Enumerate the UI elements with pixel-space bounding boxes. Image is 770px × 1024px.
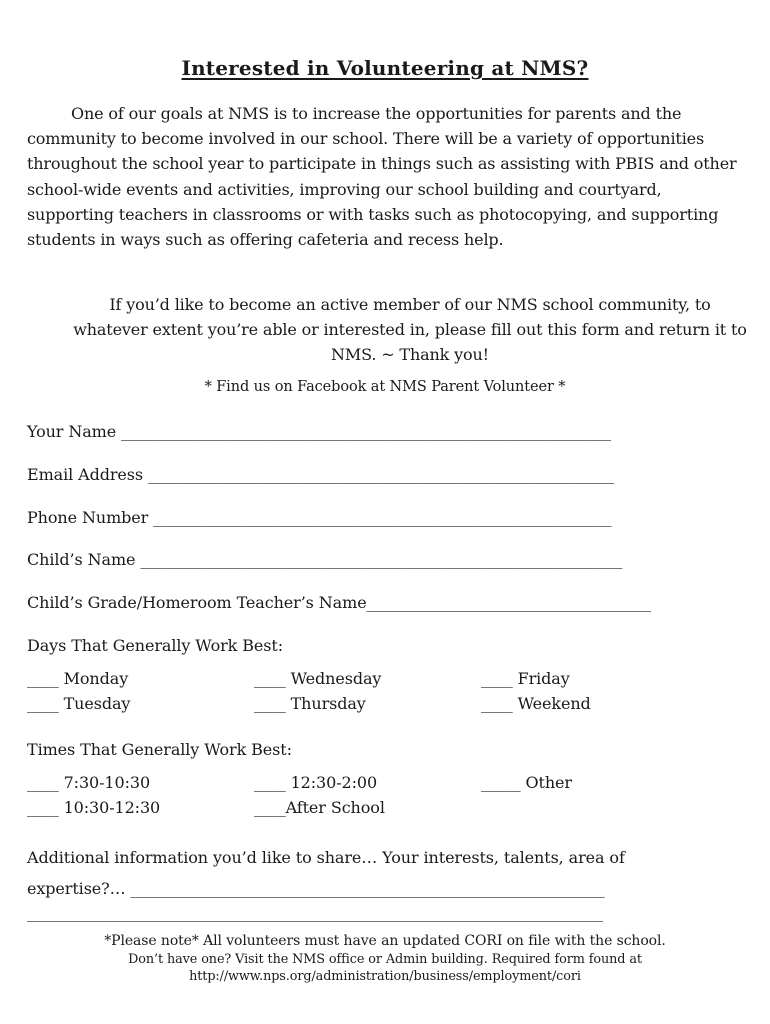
additional-info-field[interactable]: Additional information you’d like to share… Your interests, talents, area of expertise?… ____________________________________________________________ <box>27 848 625 898</box>
day-option-friday[interactable]: ____ Friday <box>481 669 570 688</box>
times-label: Times That Generally Work Best: <box>27 740 292 759</box>
time-option-after-school[interactable]: ____After School <box>254 798 385 817</box>
intro-paragraph <box>27 101 747 252</box>
additional-info-line[interactable]: ________________________________________________________________________ <box>27 903 603 922</box>
cori-note-line-2: Don’t have one? Visit the NMS office or Admin building. Required form found at <box>128 951 642 967</box>
page-title: Interested in Volunteering at NMS? <box>181 56 589 80</box>
time-option-7-30[interactable]: ____ 7:30-10:30 <box>27 773 151 792</box>
time-option-other[interactable]: _____ Other <box>481 773 572 792</box>
child-name-field[interactable]: Child’s Name _____________________________________________________________ <box>27 550 623 569</box>
cori-url[interactable]: http://www.nps.org/administration/business/employment/cori <box>189 969 581 984</box>
cori-note-line-1: *Please note* All volunteers must have an updated CORI on file with the school. <box>104 933 666 949</box>
cori-note <box>0 933 770 986</box>
intro-text: One of our goals at NMS is to increase the opportunities for parents and the community to become involved in our school. There will be a variety of opportunities throughout the school year to participate in things such as assisting with PBIS and other school-wide events and activities, improving our school building and courtyard, supporting teachers in classrooms or with tasks such as photocopying, and supporting students in ways such as offering cafeteria and recess help. <box>27 104 737 250</box>
your-name-field[interactable]: Your Name ______________________________________________________________ <box>27 422 611 441</box>
facebook-note: * Find us on Facebook at NMS Parent Volunteer * <box>204 379 566 395</box>
day-option-weekend[interactable]: ____ Weekend <box>481 694 591 713</box>
phone-number-field[interactable]: Phone Number __________________________________________________________ <box>27 508 612 527</box>
days-label: Days That Generally Work Best: <box>27 636 283 655</box>
time-option-12-30[interactable]: ____ 12:30-2:00 <box>254 773 378 792</box>
day-option-tuesday[interactable]: ____ Tuesday <box>27 694 131 713</box>
grade-teacher-field[interactable]: Child’s Grade/Homeroom Teacher’s Name____________________________________ <box>27 593 651 612</box>
email-address-field[interactable]: Email Address ___________________________________________________________ <box>27 465 615 484</box>
day-option-wednesday[interactable]: ____ Wednesday <box>254 669 382 688</box>
day-option-monday[interactable]: ____ Monday <box>27 669 129 688</box>
day-option-thursday[interactable]: ____ Thursday <box>254 694 366 713</box>
time-option-10-30[interactable]: ____ 10:30-12:30 <box>27 798 161 817</box>
closing-paragraph: If you’d like to become an active member of our NMS school community, to whatever extent you’re able or interested in, please fill out this form and return it to NMS. ~ Thank you! <box>73 295 747 364</box>
